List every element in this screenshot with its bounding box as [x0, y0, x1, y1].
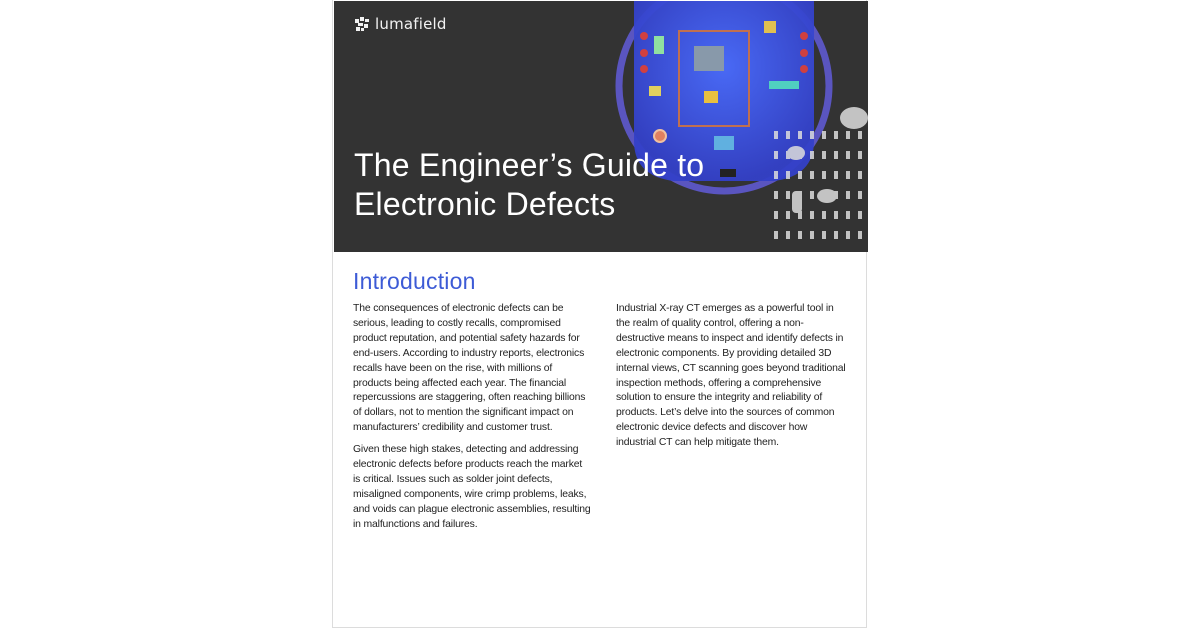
paragraph: Industrial X-ray CT emerges as a powerful tool in the realm of quality control, offering a non-destructive means to inspect and identify defects in electronic components. By providing detailed 3D internal views, CT scanning goes beyond traditional inspection methods, offering a comprehensive solution to ensure the integrity and reliability of products. Let’s delve into the sources of common electronic device defects and discover how industrial CT can help mitigate them.	[616, 303, 846, 449]
title-line-1: The Engineer’s Guide to	[354, 147, 705, 183]
document-title	[354, 146, 704, 224]
document-page	[332, 0, 867, 628]
two-column-body	[353, 302, 848, 540]
brand-name: lumafield	[375, 15, 447, 33]
right-column	[616, 302, 848, 540]
section-heading: Introduction	[353, 268, 476, 294]
intro-section	[353, 266, 848, 530]
brand-logo	[354, 15, 447, 33]
title-line-2: Electronic Defects	[354, 186, 616, 222]
left-column	[353, 302, 591, 540]
paragraph: Given these high stakes, detecting and addressing electronic defects before products reach the market is critical. Issues such as solder joint defects, misaligned components, wire crimp problems, leaks, and voids can plague electronic assemblies, resulting in malfunctions and failures.	[353, 444, 591, 530]
lumafield-logo-icon	[354, 16, 370, 32]
paragraph: The consequences of electronic defects can be serious, leading to costly recalls, compromised product reputation, and potential safety hazards for end-users. According to industry reports, electronics recalls have been on the rise, with millions of products being affected each year. The financial repercussions are staggering, often reaching billions of dollars, not to mention the significant impact on manufacturers’ credibility and customer trust.	[353, 303, 586, 434]
hero-banner	[334, 1, 868, 252]
